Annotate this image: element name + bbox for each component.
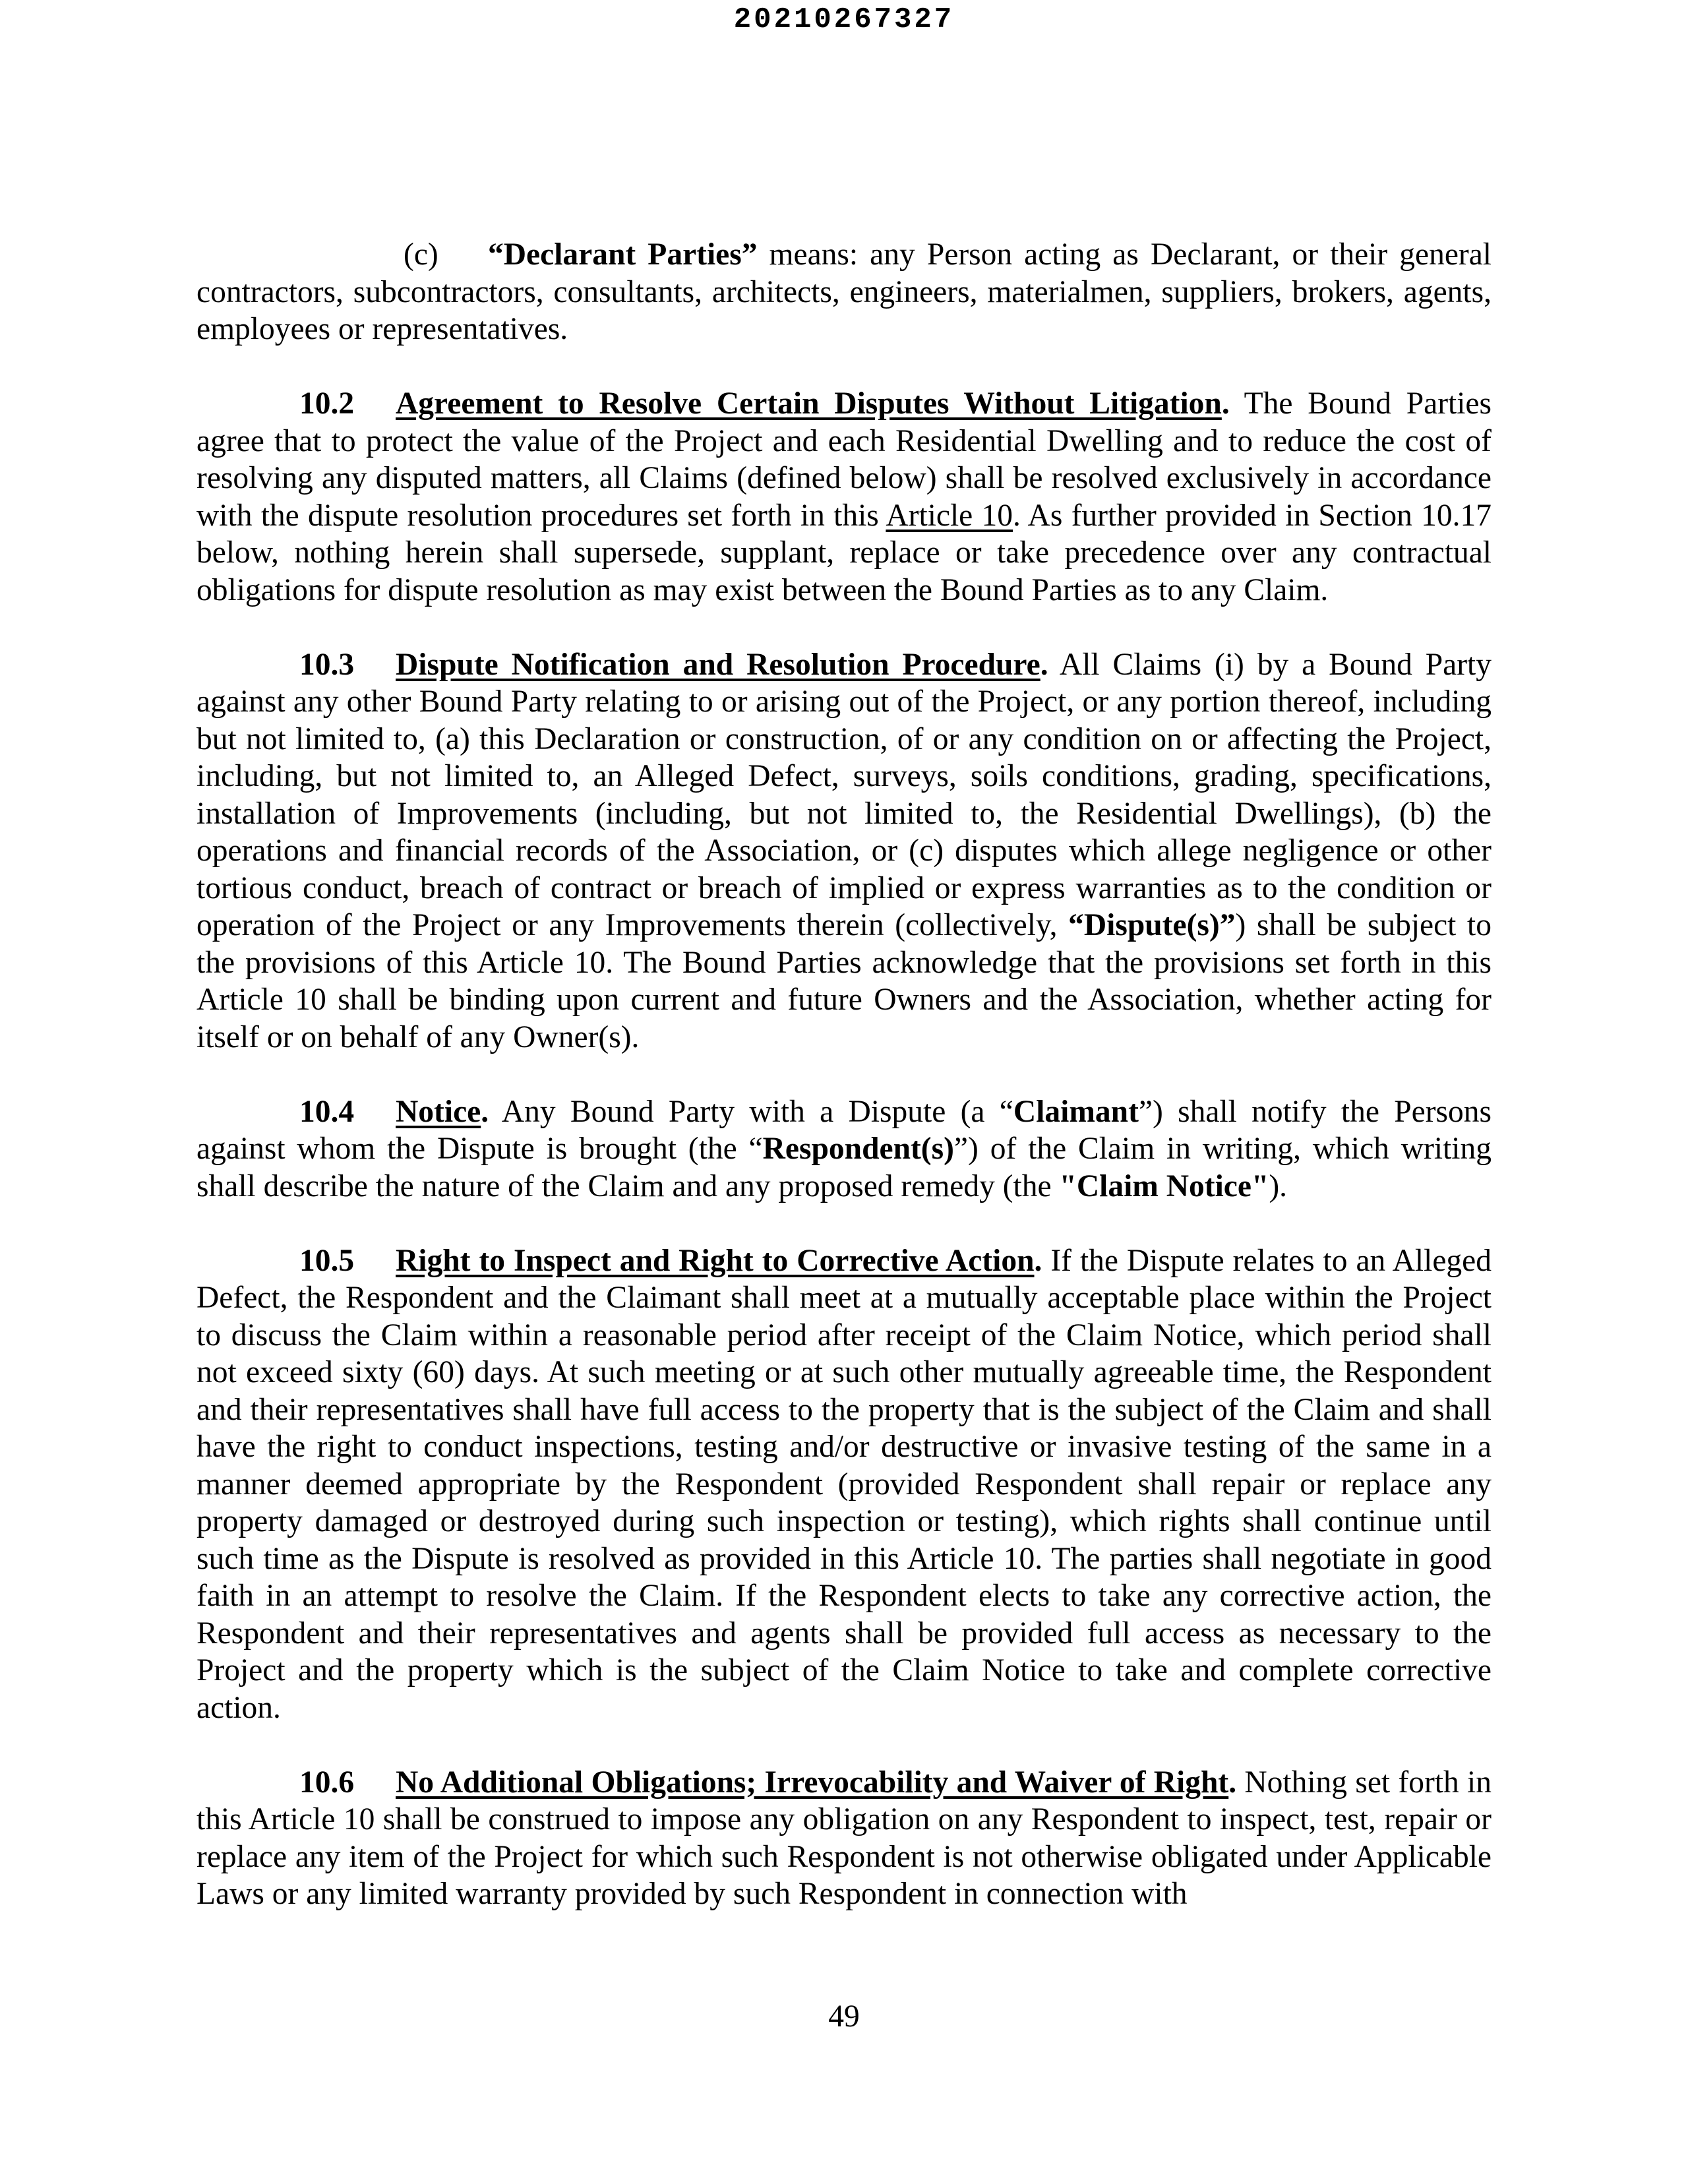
section-heading: Dispute Notification and Resolution Procedure [396, 647, 1040, 682]
clause-text: means: any Person acting as Declarant, or their general contractors, subcontractors, consultants, architects, engineers, materialmen, suppliers, brokers, agents, employees or representatives. [196, 237, 1492, 346]
section-number: 10.4 [299, 1094, 355, 1129]
definition-declarant-parties [196, 236, 1492, 348]
section-text: The Bound Parties agree that to protect the value of the Project and each Residential Dwelling and to reduce the cost of resolving any disputed matters, all Claims (defined below) shall be resolved exclusively in accordance with the dispute resolution procedures set forth in this [196, 386, 1492, 533]
article-reference: Article 10 [886, 498, 1013, 533]
section-text: . As further provided in Section 10.17 below, nothing herein shall supersede, supplant, replace or take precedence over any contractual obligations for dispute resolution as may exist between the Bound Parties as to any Claim. [196, 498, 1492, 607]
document-number: 20210267327 [733, 3, 955, 36]
heading-period: . [1228, 1765, 1237, 1800]
defined-term: "Claim Notice" [1059, 1168, 1269, 1203]
defined-term: “Dispute(s)” [1068, 908, 1236, 942]
section-10-5 [196, 1242, 1492, 1727]
section-number: 10.6 [299, 1765, 355, 1800]
section-number: 10.5 [299, 1243, 355, 1278]
section-text: If the Dispute relates to an Alleged Defect, the Respondent and the Claimant shall meet at a mutually acceptable place within the Project to discuss the Claim within a reasonable period after receipt of the Claim Notice, which period shall not exceed sixty (60) days. At such meeting or at such other mutually agreeable time, the Respondent and their representatives shall have full access to the property that is the subject of the Claim and shall have the right to conduct inspections, testing and/or destructive or invasive testing of the same in a manner deemed appropriate by the Respondent (provided Respondent shall repair or replace any property damaged or destroyed during such inspection or testing), which rights shall continue until such time as the Dispute is resolved as provided in this Article 10. The parties shall negotiate in good faith in an attempt to resolve the Claim. If the Respondent elects to take any corrective action, the Respondent and their representatives and agents shall be provided full access as necessary to the Project and the property which is the subject of the Claim Notice to take and complete corrective action. [196, 1243, 1492, 1725]
defined-term: Claimant [1013, 1094, 1139, 1129]
section-text: ”) of the Claim in writing, which writing shall describe the nature of the Claim and any proposed remedy (the [196, 1132, 1492, 1203]
section-heading: Notice [396, 1094, 481, 1129]
clause-marker: (c) [404, 237, 438, 272]
heading-period: . [481, 1094, 489, 1129]
section-number: 10.2 [299, 386, 355, 421]
page-number: 49 [828, 1999, 860, 2034]
section-10-2 [196, 385, 1492, 609]
section-10-3 [196, 646, 1492, 1056]
section-number: 10.3 [299, 647, 355, 682]
heading-period: . [1040, 647, 1048, 682]
section-10-6 [196, 1764, 1492, 1913]
section-heading: Agreement to Resolve Certain Disputes Without Litigation [396, 386, 1222, 421]
section-text: ). [1269, 1168, 1288, 1203]
section-heading: No Additional Obligations; Irrevocability and Waiver of Right [396, 1765, 1229, 1800]
section-text: All Claims (i) by a Bound Party against any other Bound Party relating to or arising out of the Project, or any portion thereof, including but not limited to, (a) this Declaration or construction, of or any condition on or affecting the Project, including, but not limited to, an Alleged Defect, surveys, soils conditions, grading, specifications, installation of Improvements (including, but not limited to, the Residential Dwellings), (b) the operations and financial records of the Association, or (c) disputes which allege negligence or other tortious conduct, breach of contract or breach of implied or express warranties as to the condition or operation of the Project or any Improvements therein (collectively, [196, 647, 1492, 942]
section-text: ”) shall notify the Persons against whom the Dispute is brought (the “ [196, 1094, 1492, 1166]
section-10-4 [196, 1093, 1492, 1205]
page-body [196, 236, 1492, 1950]
section-text: ) shall be subject to the provisions of this Article 10. The Bound Parties acknowledge that the provisions set forth in this Article 10 shall be binding upon current and future Owners and the Association, whether acting for itself or on behalf of any Owner(s). [196, 908, 1492, 1054]
defined-term: Respondent(s) [762, 1132, 954, 1166]
section-text: Any Bound Party with a Dispute (a “ [489, 1094, 1013, 1129]
section-heading: Right to Inspect and Right to Corrective Action [396, 1243, 1035, 1278]
defined-term: “Declarant Parties” [488, 237, 758, 272]
heading-period: . [1034, 1243, 1042, 1278]
heading-period: . [1221, 386, 1230, 421]
section-text: Nothing set forth in this Article 10 shall be construed to impose any obligation on any Respondent to inspect, test, repair or replace any item of the Project for which such Respondent is not otherwise obligated under Applicable Laws or any limited warranty provided by such Respondent in connection with [196, 1765, 1492, 1911]
